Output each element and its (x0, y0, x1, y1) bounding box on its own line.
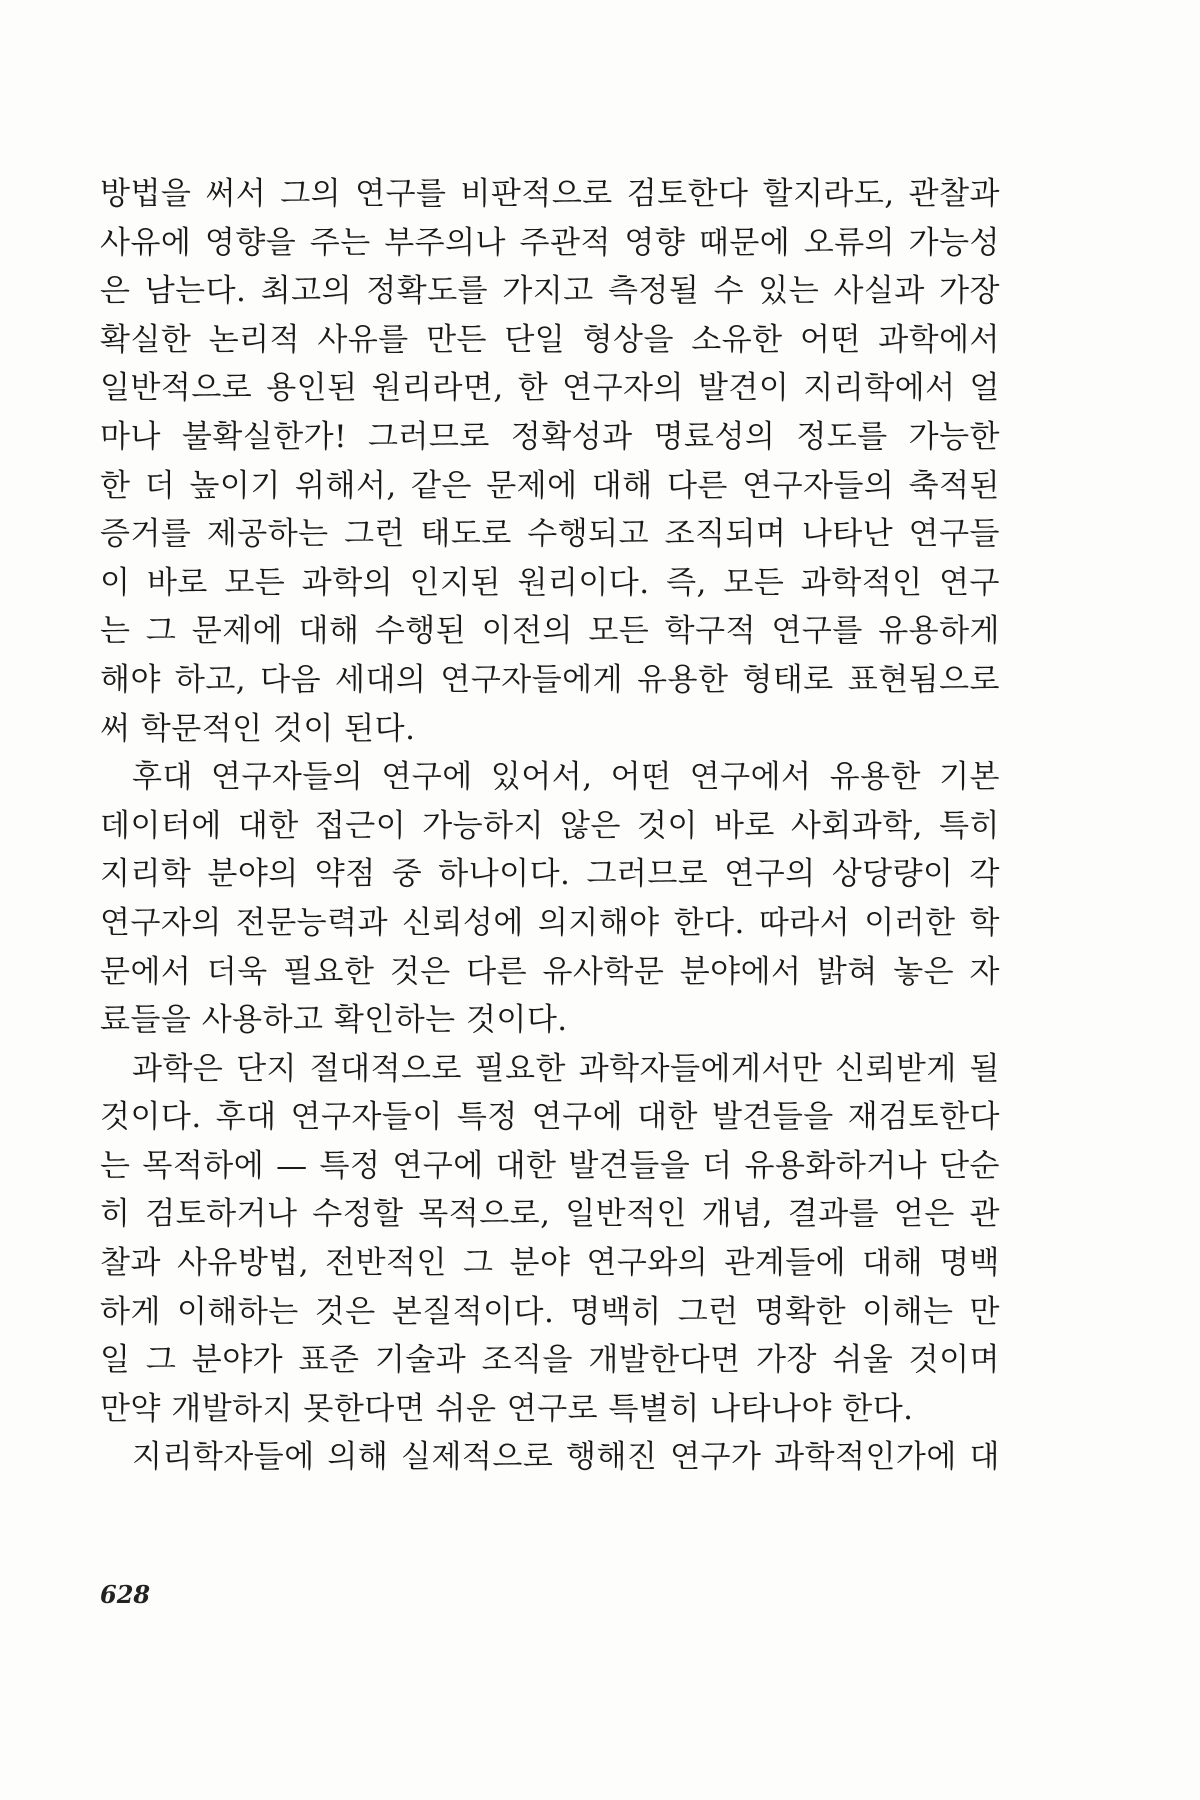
text-line: 찰과 사유방법, 전반적인 그 분야 연구와의 관계들에 대해 명백 (100, 1245, 1000, 1282)
text-line: 것이다. 후대 연구자들이 특정 연구에 대한 발견들을 재검토한다 (100, 1099, 1000, 1136)
paragraph-first-line: 과학은 단지 절대적으로 필요한 과학자들에게서만 신뢰받게 될 (132, 1050, 1000, 1087)
text-line: 만약 개발하지 못한다면 쉬운 연구로 특별히 나타나야 한다. (100, 1390, 914, 1427)
text-line: 해야 하고, 다음 세대의 연구자들에게 유용한 형태로 표현됨으로 (100, 661, 1000, 698)
text-line: 연구자의 전문능력과 신뢰성에 의지해야 한다. 따라서 이러한 학 (100, 904, 1000, 941)
text-line: 일 그 분야가 표준 기술과 조직을 개발한다면 가장 쉬울 것이며 (100, 1342, 1000, 1379)
text-line: 방법을 써서 그의 연구를 비판적으로 검토한다 할지라도, 관찰과 (100, 176, 1000, 212)
paragraph-first-line: 후대 연구자들의 연구에 있어서, 어떤 연구에서 유용한 기본 (132, 759, 1000, 796)
text-line: 지리학 분야의 약점 중 하나이다. 그러므로 연구의 상당량이 각 (100, 856, 1000, 893)
page-number: 628 (100, 1580, 151, 1609)
paragraph-first-line: 지리학자들에 의해 실제적으로 행해진 연구가 과학적인가에 대 (132, 1439, 1000, 1476)
text-line: 써 학문적인 것이 된다. (100, 710, 416, 747)
text-line: 는 그 문제에 대해 수행된 이전의 모든 학구적 연구를 유용하게 (100, 613, 1000, 650)
text-line: 은 남는다. 최고의 정확도를 가지고 측정될 수 있는 사실과 가장 (100, 273, 1000, 310)
text-line: 일반적으로 용인된 원리라면, 한 연구자의 발견이 지리학에서 얼 (100, 370, 1000, 407)
text-line: 료들을 사용하고 확인하는 것이다. (100, 1002, 568, 1039)
text-line: 는 목적하에 — 특정 연구에 대한 발견들을 더 유용화하거나 단순 (100, 1147, 1000, 1184)
text-line: 한 더 높이기 위해서, 같은 문제에 대해 다른 연구자들의 축적된 (100, 467, 1000, 504)
text-line: 데이터에 대한 접근이 가능하지 않은 것이 바로 사회과학, 특히 (100, 807, 1000, 844)
text-line: 하게 이해하는 것은 본질적이다. 명백히 그런 명확한 이해는 만 (100, 1293, 1000, 1330)
text-line: 증거를 제공하는 그런 태도로 수행되고 조직되며 나타난 연구들 (100, 516, 1000, 553)
body-text (100, 170, 1000, 1482)
text-line: 문에서 더욱 필요한 것은 다른 유사학문 분야에서 밝혀 놓은 자 (100, 953, 1000, 990)
text-line: 히 검토하거나 수정할 목적으로, 일반적인 개념, 결과를 얻은 관 (100, 1196, 1000, 1233)
text-line: 이 바로 모든 과학의 인지된 원리이다. 즉, 모든 과학적인 연구 (100, 564, 1000, 601)
text-line: 사유에 영향을 주는 부주의나 주관적 영향 때문에 오류의 가능성 (100, 224, 1000, 261)
text-line: 확실한 논리적 사유를 만든 단일 형상을 소유한 어떤 과학에서 (100, 321, 1000, 358)
text-line: 마나 불확실한가! 그러므로 정확성과 명료성의 정도를 가능한 (100, 418, 1000, 455)
